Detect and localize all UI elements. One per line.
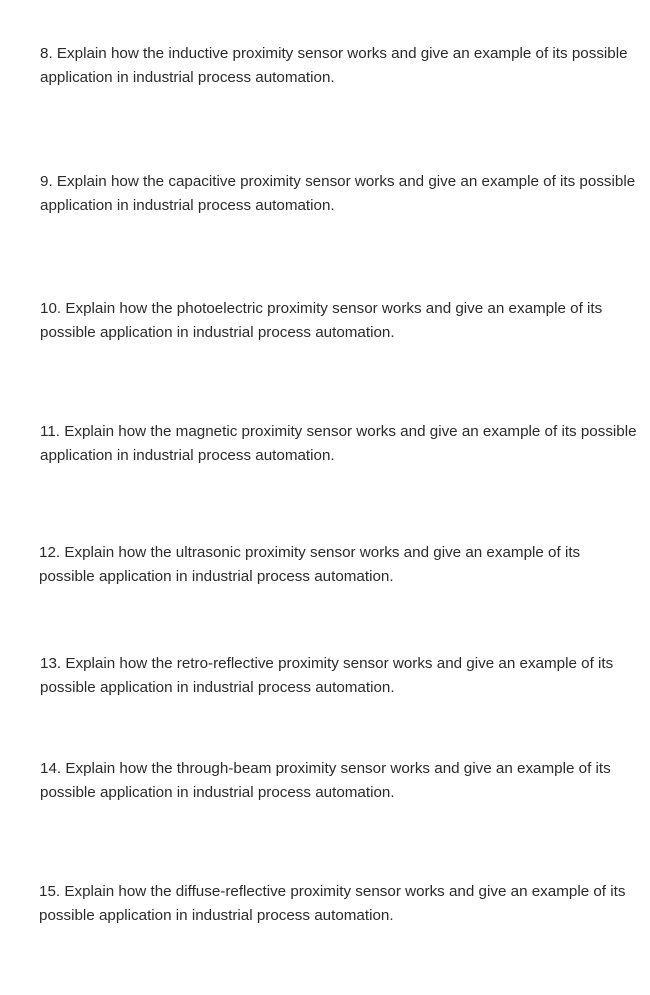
question-text: Explain how the capacitive proximity sensor works and give an example of its possible application in industrial process automation.	[40, 173, 636, 214]
question-number: 8.	[40, 45, 53, 62]
question-14	[40, 757, 640, 805]
question-text: Explain how the diffuse-reflective proximity sensor works and give an example of its possible application in industrial process automation.	[39, 883, 626, 924]
question-12	[39, 541, 639, 589]
question-number: 9.	[40, 173, 53, 190]
question-text: Explain how the photoelectric proximity sensor works and give an example of its possible application in industrial process automation.	[40, 300, 603, 341]
question-13	[40, 652, 640, 700]
question-text: Explain how the inductive proximity sensor works and give an example of its possible application in industrial process automation.	[40, 45, 628, 86]
question-8	[40, 42, 640, 90]
question-9	[40, 170, 640, 218]
question-number: 10.	[40, 300, 62, 317]
question-number: 14.	[40, 760, 62, 777]
question-11	[40, 420, 640, 468]
question-number: 13.	[40, 655, 62, 672]
question-10	[40, 297, 640, 345]
question-number: 11.	[40, 423, 60, 440]
question-text: Explain how the ultrasonic proximity sensor works and give an example of its possible application in industrial process automation.	[39, 544, 581, 585]
question-number: 12.	[39, 544, 61, 561]
question-text: Explain how the retro-reflective proximity sensor works and give an example of its possible application in industrial process automation.	[40, 655, 614, 696]
question-text: Explain how the magnetic proximity sensor works and give an example of its possible application in industrial process automation.	[40, 423, 637, 464]
question-number: 15.	[39, 883, 61, 900]
question-15	[39, 880, 639, 928]
question-text: Explain how the through-beam proximity sensor works and give an example of its possible application in industrial process automation.	[40, 760, 611, 801]
